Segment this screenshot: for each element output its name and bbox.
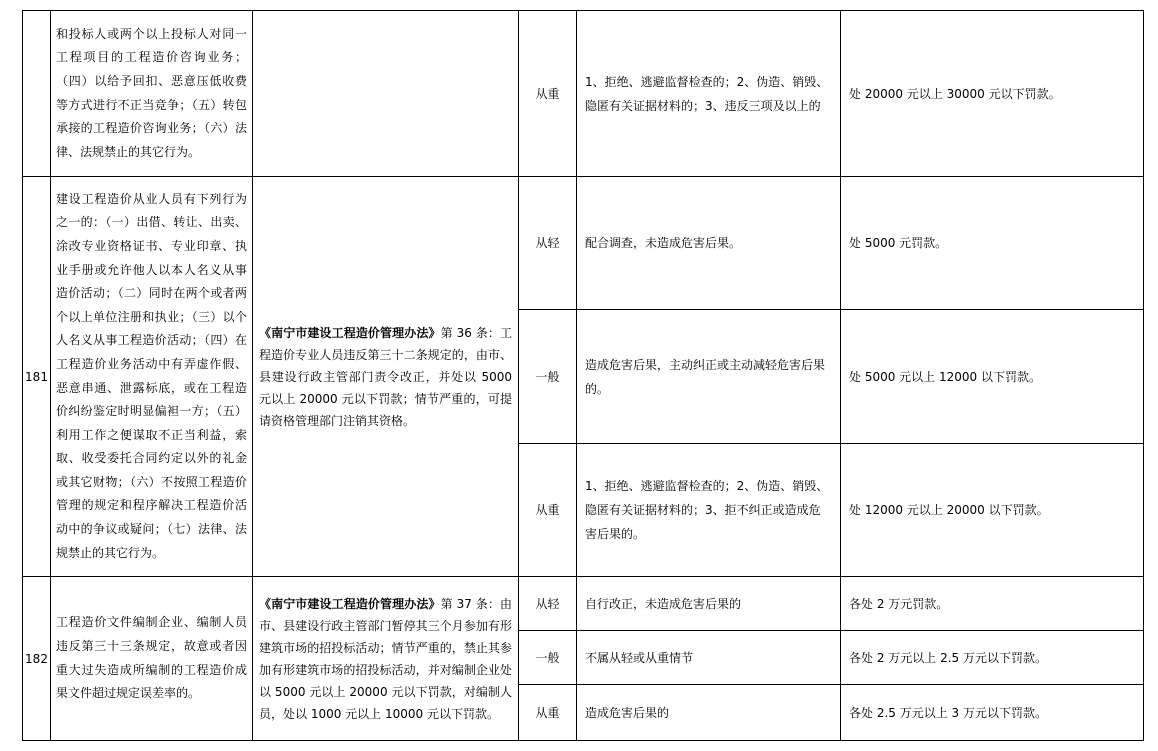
penalty: 处 5000 元以上 12000 以下罚款。 bbox=[841, 310, 1144, 444]
penalty: 处 5000 元罚款。 bbox=[841, 177, 1144, 310]
violation-description: 建设工程造价从业人员有下列行为之一的：（一）出借、转让、出卖、涂改专业资格证书、专业印章、执业手册或允许他人以本人名义从事造价活动；（二）同时在两个或者两个以上单位注册和执业；（三）以个人名义从事工程造价活动；（四）在工程造价业务活动中有弄虚作假、恶意串通、泄露标底，或在工程造价纠纷鉴定时明显偏袒一方；（五）利用工作之便谋取不正当利益，索取、收受委托合同约定以外的礼金或其它财物；（六）不按照工程造价管理的规定和程序解决工程造价活动中的争议或疑问；（七）法律、法规禁止的其它行为。 bbox=[51, 177, 253, 577]
penalty: 处 20000 元以上 30000 元以下罚款。 bbox=[841, 11, 1144, 177]
penalty: 各处 2.5 万元以上 3 万元以下罚款。 bbox=[841, 685, 1144, 741]
discretion-level: 一般 bbox=[519, 310, 577, 444]
violation-description: 和投标人或两个以上投标人对同一工程项目的工程造价咨询业务；（四）以给予回扣、恶意压低收费等方式进行不正当竞争；（五）转包承接的工程造价咨询业务；（六）法律、法规禁止的其它行为。 bbox=[51, 11, 253, 177]
discretion-level: 从重 bbox=[519, 11, 577, 177]
table-row bbox=[23, 11, 1144, 177]
discretion-level: 从轻 bbox=[519, 177, 577, 310]
circumstance: 1、拒绝、逃避监督检查的；2、伪造、销毁、隐匿有关证据材料的；3、拒不纠正或造成危害后果的。 bbox=[577, 444, 841, 577]
law-body: 第 37 条：由市、县建设行政主管部门暂停其三个月参加有形建筑市场的招投标活动；情节严重的，禁止其参加有形建筑市场的招投标活动，并对编制企业处以 5000 元以上 20000 元以下罚款，对编制人员，处以 1000 元以上 10000 元以下罚款。 bbox=[259, 596, 512, 721]
law-title: 《南宁市建设工程造价管理办法》 bbox=[259, 596, 441, 611]
table-row bbox=[23, 577, 1144, 631]
circumstance: 自行改正，未造成危害后果的 bbox=[577, 577, 841, 631]
table-row bbox=[23, 177, 1144, 310]
discretion-level: 从重 bbox=[519, 444, 577, 577]
circumstance: 造成危害后果的 bbox=[577, 685, 841, 741]
penalty: 各处 2 万元以上 2.5 万元以下罚款。 bbox=[841, 631, 1144, 685]
discretion-level: 从重 bbox=[519, 685, 577, 741]
circumstance: 造成危害后果，主动纠正或主动减轻危害后果的。 bbox=[577, 310, 841, 444]
violation-description: 工程造价文件编制企业、编制人员违反第三十三条规定，故意或者因重大过失造成所编制的工程造价成果文件超过规定误差率的。 bbox=[51, 577, 253, 741]
law-title: 《南宁市建设工程造价管理办法》 bbox=[259, 325, 441, 340]
item-number: 181 bbox=[23, 177, 51, 577]
legal-basis bbox=[253, 11, 519, 177]
penalty-standards-table bbox=[22, 10, 1144, 741]
circumstance: 1、拒绝、逃避监督检查的；2、伪造、销毁、隐匿有关证据材料的；3、违反三项及以上的 bbox=[577, 11, 841, 177]
legal-basis bbox=[253, 577, 519, 741]
penalty: 处 12000 元以上 20000 以下罚款。 bbox=[841, 444, 1144, 577]
item-number bbox=[23, 11, 51, 177]
penalty: 各处 2 万元罚款。 bbox=[841, 577, 1144, 631]
item-number: 182 bbox=[23, 577, 51, 741]
law-body: 第 36 条：工程造价专业人员违反第三十二条规定的，由市、县建设行政主管部门责令改正，并处以 5000 元以上 20000 元以下罚款；情节严重的，可提请资格管理部门注销其资格。 bbox=[259, 325, 512, 428]
discretion-level: 一般 bbox=[519, 631, 577, 685]
legal-basis bbox=[253, 177, 519, 577]
circumstance: 配合调查，未造成危害后果。 bbox=[577, 177, 841, 310]
discretion-level: 从轻 bbox=[519, 577, 577, 631]
circumstance: 不属从轻或从重情节 bbox=[577, 631, 841, 685]
